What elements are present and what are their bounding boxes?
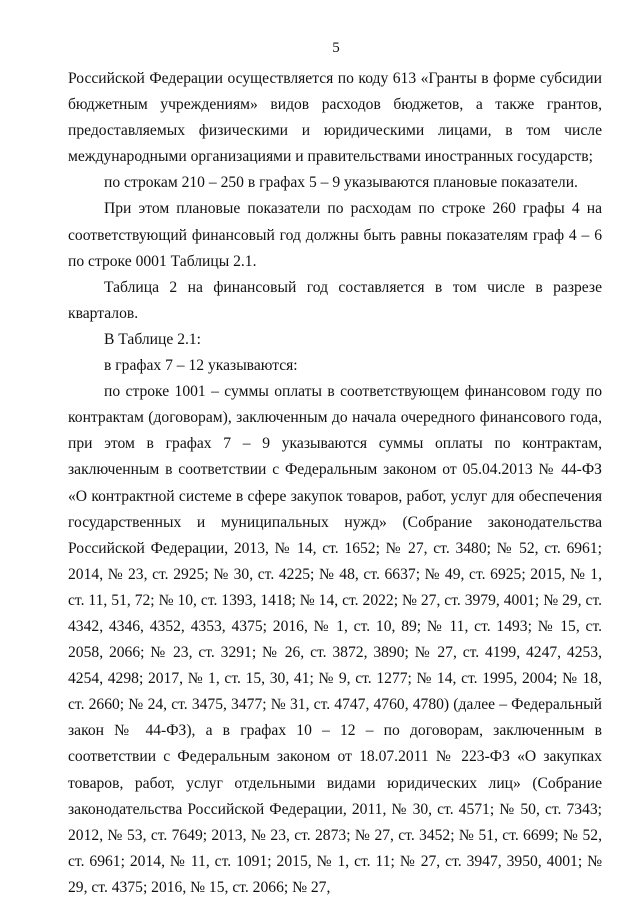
page-number: 5 xyxy=(332,40,340,56)
paragraph-4: Таблица 2 на финансовый год составляется в том числе в разрезе кварталов. xyxy=(68,278,602,322)
paragraph-6: в графах 7 – 12 указываются: xyxy=(104,357,298,375)
paragraph-3: При этом плановые показатели по расходам по строке 260 графы 4 на соответствующий финансовый год должны быть равны показателям граф 4 – 6 по строке 0001 Таблицы 2.1. xyxy=(68,200,602,270)
body-text xyxy=(68,66,602,901)
paragraph-7: по строке 1001 – суммы оплаты в соответствующем финансовом году по контрактам (договорам), заключенным до начала очередного финансового года, при этом в графах 7 – 9 указываются суммы оплаты по контрактам, заключенным в соответствии с Федеральным законом от 05.04.2013 № 44-ФЗ «О контрактной системе в сфере закупок товаров, работ, услуг для обеспечения государственных и муниципальных нужд» (Собрание законодательства Российской Федерации, 2013, № 14, ст. 1652; № 27, ст. 3480; № 52, ст. 6961; 2014, № 23, ст. 2925; № 30, ст. 4225; № 48, ст. 6637; № 49, ст. 6925; 2015, № 1, ст. 11, 51, 72; № 10, ст. 1393, 1418; № 14, ст. 2022; № 27, ст. 3979, 4001; № 29, ст. 4342, 4346, 4352, 4353, 4375; 2016, № 1, ст. 10, 89; № 11, ст. 1493; № 15, ст. 2058, 2066; № 23, ст. 3291; № 26, ст. 3872, 3890; № 27, ст. 4199, 4247, 4253, 4254, 4298; 2017, № 1, ст. 15, 30, 41; № 9, ст. 1277; № 14, ст. 1995, 2004; № 18, ст. 2660; № 24, ст. 3475, 3477; № 31, ст. 4747, 4760, 4780) (далее – Федеральный закон № 44-ФЗ), а в графах 10 – 12 – по договорам, заключенным в соответствии с Федеральным законом от 18.07.2011 № 223-ФЗ «О закупках товаров, работ, услуг отдельными видами юридических лиц» (Собрание законодательства Российской Федерации, 2011, № 30, ст. 4571; № 50, ст. 7343; 2012, № 53, ст. 7649; 2013, № 23, ст. 2873; № 27, ст. 3452; № 51, ст. 6699; № 52, ст. 6961; 2014, № 11, ст. 1091; 2015, № 1, ст. 11; № 27, ст. 3947, 3950, 4001; № 29, ст. 4375; 2016, № 15, ст. 2066; № 27, xyxy=(68,383,602,896)
paragraph-2: по строкам 210 – 250 в графах 5 – 9 указываются плановые показатели. xyxy=(104,174,578,192)
paragraph-1: Российской Федерации осуществляется по коду 613 «Гранты в форме субсидии бюджетным учреждениям» видов расходов бюджетов, а также грантов, предоставляемых физическими и юридическими лицами, в том числе международными организациями и правительствами иностранных государств; xyxy=(68,70,602,166)
paragraph-5: В Таблице 2.1: xyxy=(104,330,202,348)
